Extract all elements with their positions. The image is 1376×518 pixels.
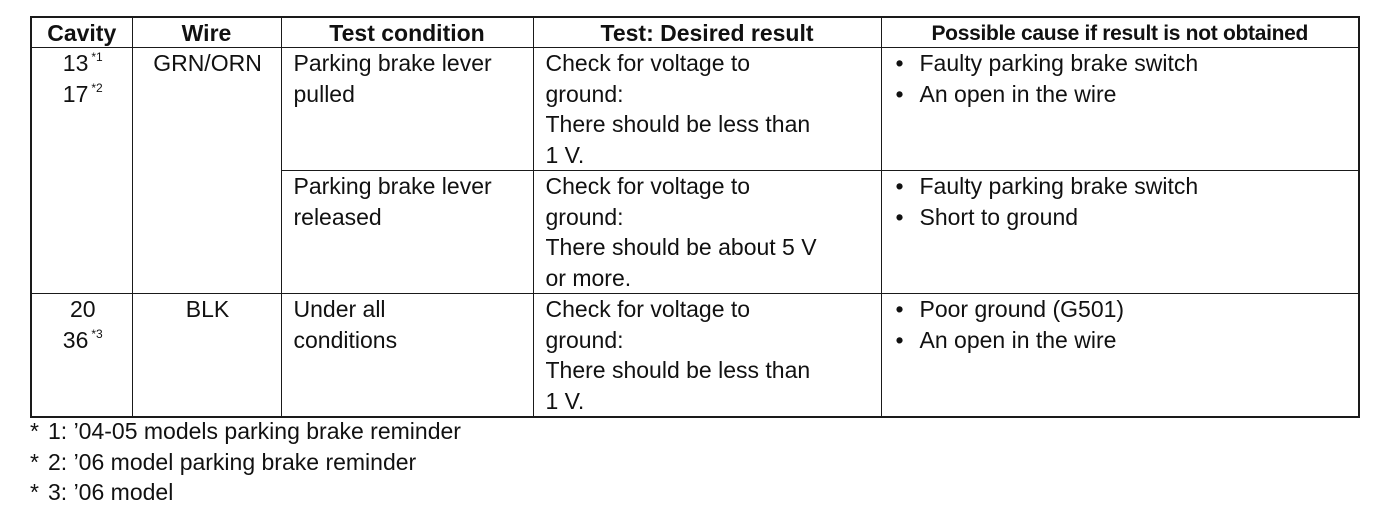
footnote-ref: *1 [91,50,103,64]
asterisk-mark: * [30,479,39,505]
cavity-number: 36 $^{*3}$ [62,326,103,353]
list-item: • Faulty parking brake switch [894,48,1349,79]
cause-list [894,171,1349,232]
text-line: 1 V. [545,387,585,414]
text-line: conditions [293,326,398,353]
bullet-icon: • [895,50,904,76]
wire-cell: BLK [132,294,281,418]
footnote-ref: *2 [91,80,103,95]
list-item: • An open in the wire [894,325,1349,356]
text-line: Under all [293,296,386,322]
header-cavity: Cavity [31,17,132,48]
troubleshooting-sheet [30,16,1358,418]
possible-cause-cell [881,294,1359,418]
footnote-1 [30,416,461,447]
bullet-icon: • [895,296,904,322]
cavity-cell [31,294,132,418]
text-line: There should be less than [545,111,811,137]
bullet-icon: • [895,173,904,199]
text-line: Check for voltage to [545,50,751,76]
bullet-icon: • [895,203,904,230]
text-line: or more. [545,264,632,291]
cavity-number: 13 $^{*1}$ [62,50,103,76]
cause-list [894,48,1349,109]
text-line: Check for voltage to [545,173,751,199]
bullet-icon: • [895,326,904,353]
cavity-number: 20 [69,296,96,322]
table-row [31,294,1359,418]
desired-result-cell [533,48,881,171]
list-item: • Faulty parking brake switch [894,171,1349,202]
footnote-ref: *3 [91,326,103,341]
test-condition-cell [281,48,533,171]
bullet-icon: • [895,80,904,107]
possible-cause-cell [881,48,1359,171]
footnote-text: 1: ’04-05 models parking brake reminder [48,418,461,444]
list-item: • Short to ground [894,202,1349,233]
desired-result-cell [533,171,881,294]
text-line: Parking brake lever [293,50,492,76]
list-item: • An open in the wire [894,79,1349,110]
footnotes [30,416,461,508]
cause-list [894,294,1349,355]
text-line: There should be less than [545,357,811,383]
text-line: There should be about 5 V [545,234,817,260]
text-line: ground: [545,203,624,230]
cavity-cell [31,48,132,294]
text-line: ground: [545,80,624,107]
text-line: ground: [545,326,624,353]
header-test-condition: Test condition [281,17,533,48]
wire-cell: GRN/ORN [132,48,281,294]
footnote-3 [30,477,461,508]
test-condition-cell [281,294,533,418]
asterisk-mark: * [30,448,39,475]
text-line: Check for voltage to [545,296,751,322]
list-item: • Poor ground (G501) [894,294,1349,325]
text-line: Parking brake lever [293,173,492,199]
header-row [31,17,1359,48]
possible-cause-cell [881,171,1359,294]
text-line: pulled [293,80,355,107]
desired-result-cell [533,294,881,418]
test-condition-cell [281,171,533,294]
cavity-number: 17 $^{*2}$ [62,80,103,107]
header-desired-result: Test: Desired result [533,17,881,48]
text-line: 1 V. [545,141,585,168]
asterisk-mark: * [30,418,39,444]
connector-test-table [30,16,1360,418]
footnote-text: 2: ’06 model parking brake reminder [48,448,417,475]
footnote-text: 3: ’06 model [48,479,174,505]
header-possible-cause: Possible cause if result is not obtained [881,17,1359,48]
header-wire: Wire [132,17,281,48]
text-line: released [293,203,382,230]
table-row [31,48,1359,171]
footnote-2 [30,447,461,478]
